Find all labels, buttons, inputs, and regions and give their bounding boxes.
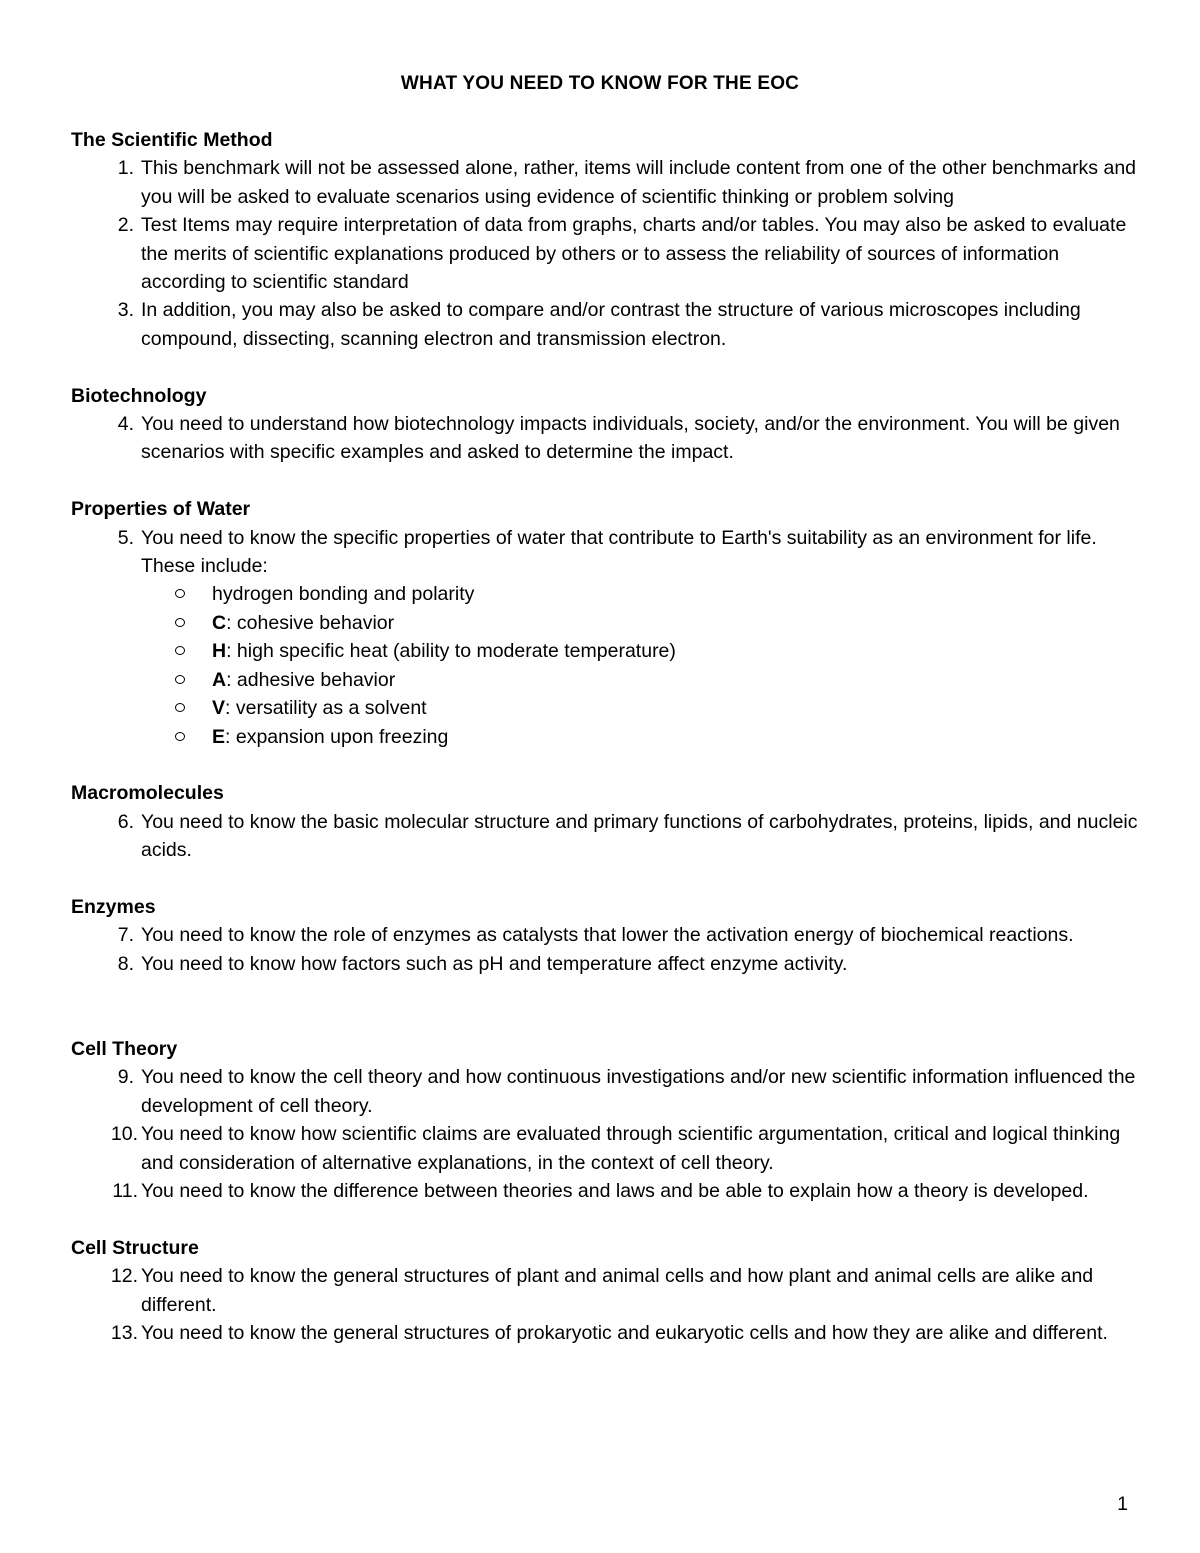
item-number: 8. — [117, 952, 134, 975]
list-item — [71, 1262, 1141, 1319]
section-heading: Cell Structure — [71, 1236, 199, 1259]
sub-item-text: : versatility as a solvent — [225, 697, 427, 720]
list-item — [71, 1319, 1141, 1347]
mnemonic-letter: V — [212, 697, 226, 720]
item-text: You need to know how factors such as pH and temperature affect enzyme activity. — [141, 952, 848, 975]
item-text: You need to know the general structures of prokaryotic and eukaryotic cells and how they are alike and different. — [141, 1321, 1108, 1344]
item-number: 1. — [117, 157, 134, 180]
sub-list-item — [71, 637, 1141, 665]
list-item — [71, 524, 1141, 581]
page-title: WHAT YOU NEED TO KNOW FOR THE EOC — [400, 73, 800, 94]
item-text: You need to know the general structures of plant and animal cells and how plant and animal cells are alike and different. — [141, 1265, 1094, 1316]
item-number: 9. — [117, 1066, 134, 1089]
item-number: 7. — [117, 924, 134, 947]
sub-list-item — [71, 694, 1141, 722]
hollow-bullet-icon — [175, 646, 185, 655]
sub-list-item — [71, 666, 1141, 694]
sub-list-item — [71, 609, 1141, 637]
item-text: You need to know the specific properties of water that contribute to Earth's suitability as an environment for life. These include: — [141, 526, 1097, 578]
item-number: 6. — [117, 810, 134, 833]
sub-item-text: hydrogen bonding and polarity — [212, 583, 475, 606]
item-number: 5. — [117, 526, 134, 549]
item-number: 2. — [117, 214, 134, 237]
sub-list-item — [71, 580, 1141, 608]
item-text: You need to know the cell theory and how continuous investigations and/or new scientific information influenced the development of cell theory. — [141, 1066, 1136, 1117]
section-heading: Macromolecules — [71, 782, 224, 805]
sub-item-text: : expansion upon freezing — [225, 725, 449, 748]
section-heading: Enzymes — [71, 895, 156, 918]
list-item — [71, 1177, 1141, 1205]
hollow-bullet-icon — [175, 618, 185, 627]
mnemonic-letter: C — [212, 611, 227, 634]
section-heading: Cell Theory — [71, 1037, 178, 1060]
list-item — [71, 1120, 1141, 1177]
sub-list-item — [71, 723, 1141, 751]
hollow-bullet-icon — [175, 589, 185, 598]
section-cell-structure — [71, 1234, 1141, 1348]
hollow-bullet-icon — [175, 703, 185, 712]
item-text: You need to know the role of enzymes as catalysts that lower the activation energy of biochemical reactions. — [141, 924, 1074, 947]
list-item — [71, 410, 1141, 467]
section-properties-of-water — [71, 495, 1141, 751]
list-item — [71, 211, 1141, 296]
section-biotechnology — [71, 382, 1141, 467]
item-text: You need to know the difference between theories and laws and be able to explain how a theory is developed. — [141, 1179, 1089, 1202]
section-heading: Biotechnology — [71, 384, 207, 407]
item-number: 11. — [112, 1179, 138, 1202]
mnemonic-letter: E — [212, 725, 226, 748]
sub-item-text: : cohesive behavior — [226, 611, 395, 634]
item-number: 13. — [110, 1321, 138, 1344]
item-text: Test Items may require interpretation of data from graphs, charts and/or tables. You may also be asked to evaluate the merits of scientific explanations produced by others or to assess the reliability of sources of information according to scientific standard — [141, 214, 1127, 294]
item-text: This benchmark will not be assessed alone, rather, items will include content from one of the other benchmarks and you will be asked to evaluate scenarios using evidence of scientific thinking or problem solving — [141, 157, 1137, 208]
section-heading: The Scientific Method — [71, 129, 273, 151]
page-number: 1 — [1117, 1493, 1128, 1515]
section-cell-theory — [71, 1035, 1141, 1205]
section-heading: Properties of Water — [71, 498, 251, 521]
list-item — [71, 808, 1141, 865]
section-enzymes — [71, 893, 1141, 978]
item-text: In addition, you may also be asked to compare and/or contrast the structure of various microscopes including compound, dissecting, scanning electron and transmission electron. — [141, 299, 1081, 350]
document-body — [71, 126, 1141, 1376]
item-number: 4. — [117, 413, 134, 436]
item-number: 12. — [110, 1265, 138, 1288]
mnemonic-letter: H — [212, 640, 227, 663]
item-text: You need to know how scientific claims are evaluated through scientific argumentation, critical and logical thinking and consideration of alternative explanations, in the context of cell theory. — [141, 1123, 1121, 1174]
hollow-bullet-icon — [175, 732, 185, 741]
item-text: You need to understand how biotechnology impacts individuals, society, and/or the environment. You will be given scenarios with specific examples and asked to determine the impact. — [141, 413, 1120, 464]
sub-item-text: : adhesive behavior — [226, 668, 396, 691]
list-item — [71, 950, 1141, 978]
mnemonic-letter: A — [212, 668, 227, 691]
item-number: 3. — [117, 299, 134, 322]
list-item — [71, 1063, 1141, 1120]
list-item — [71, 921, 1141, 949]
sub-item-text: : high specific heat (ability to moderate temperature) — [226, 640, 676, 663]
list-item — [71, 154, 1141, 211]
item-number: 10. — [110, 1123, 138, 1146]
list-item — [71, 296, 1141, 353]
hollow-bullet-icon — [175, 675, 185, 684]
item-text: You need to know the basic molecular structure and primary functions of carbohydrates, proteins, lipids, and nucleic acids. — [141, 810, 1138, 862]
section-scientific-method — [71, 126, 1141, 353]
section-macromolecules — [71, 779, 1141, 864]
